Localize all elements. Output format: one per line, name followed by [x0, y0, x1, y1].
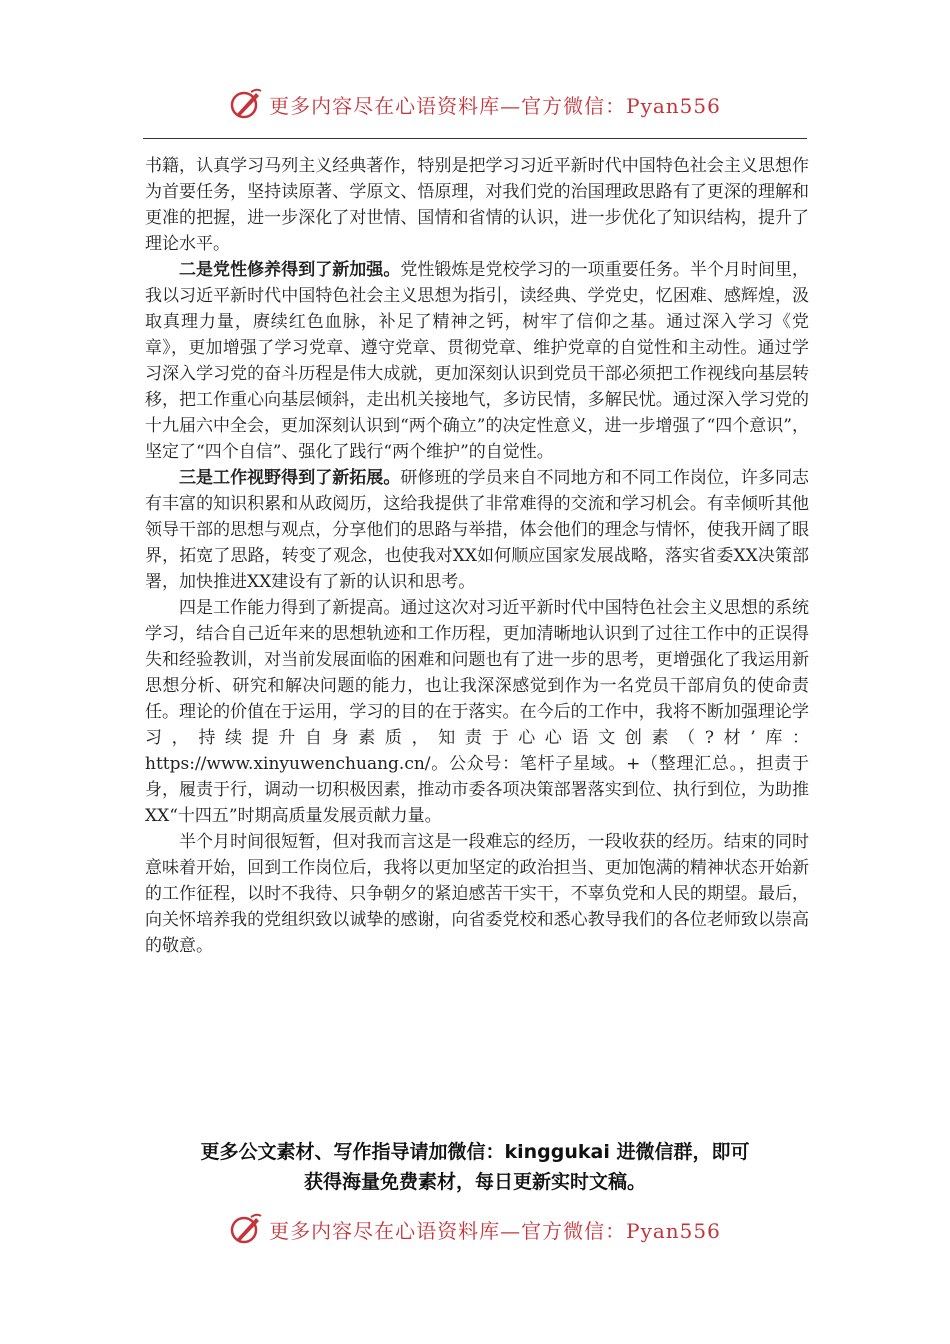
header-divider [143, 138, 807, 139]
paragraph-lead: 二是党性修养得到了新加强。 [179, 260, 401, 280]
paragraph-text: 四是工作能力得到了新提高。通过这次对习近平新时代中国特色社会主义思想的系统学习，结合自己近年来的思想轨迹和工作历程，更加清晰地认识到了过往工作中的正误得失和经验教训，对当前发展面临的困难和问题也有了进一步的思考，更增强化了我运用新思想分析、研究和解决问题的能力，也让我深深感觉到作为一名党员干部肩负的使命责任。理论的价值在于运用，学习的目的在于落实。在今后的工作中，我将不断加强理论学习，持续提升自身素质，知责于心心语文创素（?材’库：https://www.xinyuwenchuang.cn/。公众号：笔杆子星域。+（整理汇总。，担责于身，履责于行，调动一切积极因素，推动市委各项决策部署落实到位、执行到位，为助推XX“十四五”时期高质量发展贡献力量。 [145, 598, 809, 826]
paragraph-text: 半个月时间很短暂，但对我而言这是一段难忘的经历，一段收获的经历。结束的同时意味着开始，回到工作岗位后，我将以更加坚定的政治担当、更加饱满的精神状态开始新的工作征程，以时不我待、只争朝夕的紧迫感苦干实干，不辜负党和人民的期望。最后，向关怀培养我的党组织致以诚挚的感谢，向省委党校和悉心教导我们的各位老师致以崇高的敬意。 [145, 832, 809, 956]
footer-brand-text: 更多内容尽在心语资料库—官方微信：Pyan556 [269, 1218, 721, 1243]
paragraph-lead: 三是工作视野得到了新拓展。 [179, 468, 401, 488]
header-brand-text: 更多内容尽在心语资料库—官方微信：Pyan556 [269, 93, 721, 118]
header-brand [0, 84, 950, 124]
document-body [145, 153, 809, 959]
promo-line-1: 更多公文素材、写作指导请加微信：kinggukai 进微信群，即可 [200, 1141, 750, 1163]
paragraph-text: 书籍，认真学习马列主义经典著作，特别是把学习习近平新时代中国特色社会主义思想作为首要任务，坚持读原著、学原文、悟原理，对我们党的治国理政思路有了更深的理解和更准的把握，进一步深化了对世情、国情和省情的认识，进一步优化了知识结构，提升了理论水平。 [145, 156, 809, 254]
paragraph-1 [145, 153, 809, 257]
paragraph-text: 研修班的学员来自不同地方和不同工作岗位，许多同志有丰富的知识积累和从政阅历，这给我提供了非常难得的交流和学习机会。有幸倾听其他领导干部的思想与观点，分享他们的思路与举措，体会他们的理念与情怀，使我开阔了眼界，拓宽了思路，转变了观念，也使我对XX如何顺应国家发展战略，落实省委XX决策部署，加快推进XX建设有了新的认识和思考。 [145, 468, 810, 592]
paragraph-text: 党性锻炼是党校学习的一项重要任务。半个月时间里，我以习近平新时代中国特色社会主义思想为指引，读经典、学党史，忆困难、感辉煌，汲取真理力量，赓续红色血脉，补足了精神之钙，树牢了信仰之基。通过深入学习《党章》，更加增强了学习党章、遵守党章、贯彻党章、维护党章的自觉性和主动性。通过学习深入学习党的奋斗历程是伟大成就，更加深刻认识到党员干部必须把工作视线向基层转移，把工作重心向基层倾斜，走出机关接地气，多访民情，多解民忧。通过深入学习党的十九届六中全会，更加深刻认识到“两个确立”的决定性意义，进一步增强了“四个意识”，坚定了“四个自信”、强化了践行“两个维护”的自觉性。 [145, 260, 810, 462]
paragraph-3 [145, 465, 809, 595]
paragraph-5 [145, 829, 809, 959]
footer-brand [0, 1209, 950, 1249]
promo-text [140, 1137, 810, 1197]
pen-in-circle-icon [229, 87, 263, 121]
paragraph-2 [145, 257, 809, 465]
paragraph-4 [145, 595, 809, 829]
pen-in-circle-icon [229, 1212, 263, 1246]
promo-line-2: 获得海量免费素材，每日更新实时文稿。 [303, 1171, 646, 1193]
